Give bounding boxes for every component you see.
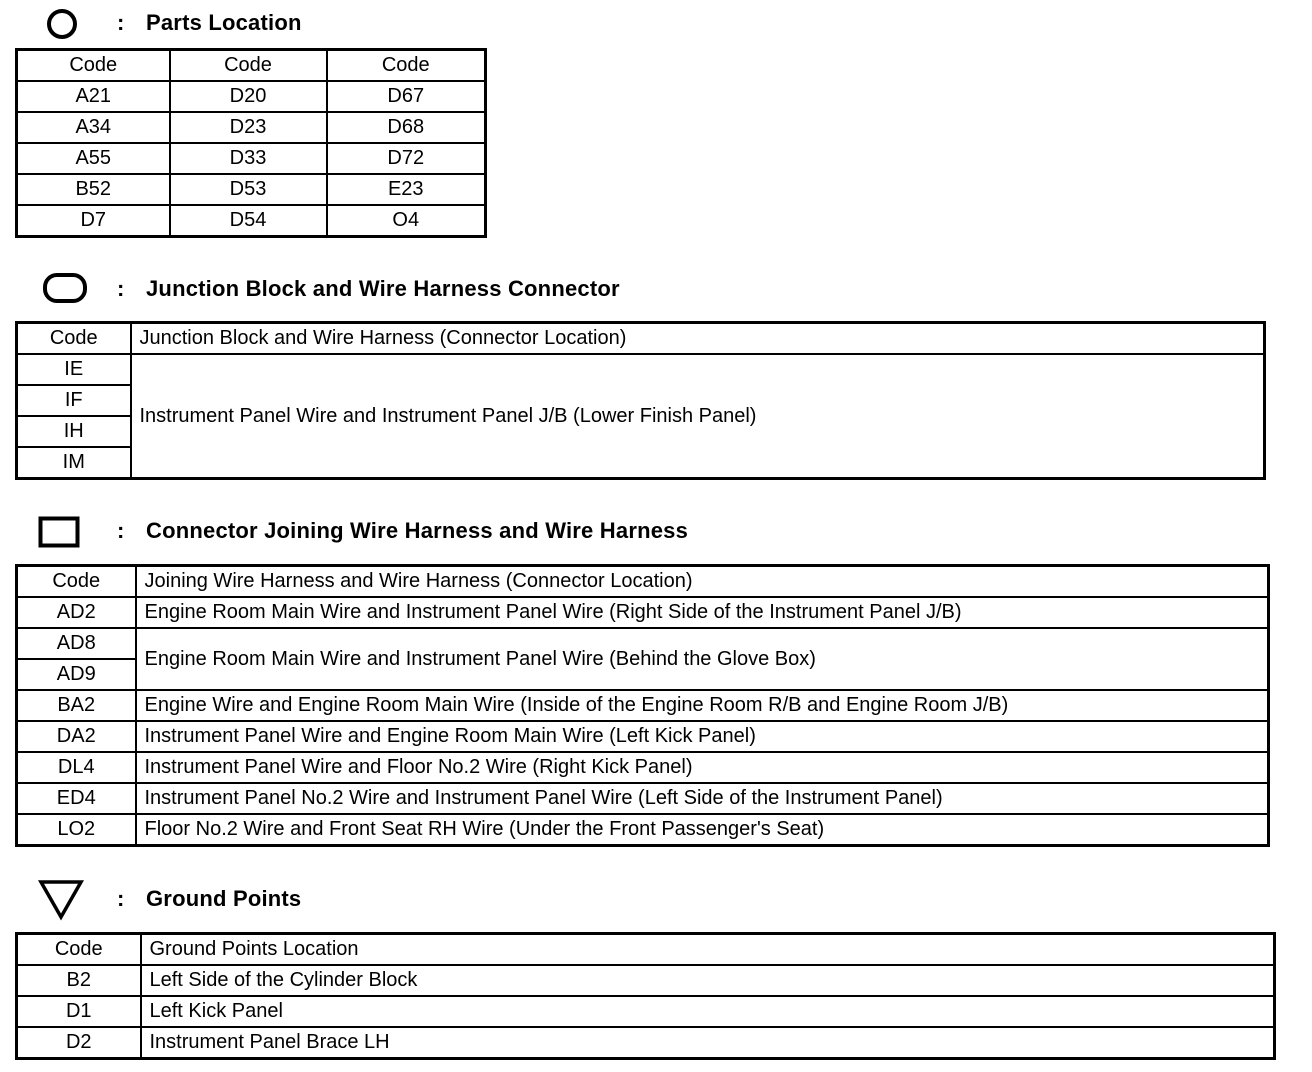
code-cell: BA2 (17, 690, 136, 721)
table-row (17, 597, 1269, 628)
code-cell: D33 (170, 143, 327, 174)
table-row (17, 628, 1269, 659)
column-header: Joining Wire Harness and Wire Harness (Connector Location) (136, 566, 1269, 598)
parts-location-title: Parts Location (146, 10, 302, 35)
table-row (17, 112, 486, 143)
junction-block-colon: : (117, 276, 125, 301)
code-cell: IH (17, 416, 131, 447)
column-header: Junction Block and Wire Harness (Connector Location) (131, 323, 1265, 355)
column-header: Code (17, 934, 141, 966)
column-header: Code (170, 50, 327, 82)
column-header: Code (17, 323, 131, 355)
table-row (17, 721, 1269, 752)
table-row (17, 1027, 1275, 1059)
table-row (17, 752, 1269, 783)
parts-location-table (15, 48, 487, 238)
location-cell: Engine Room Main Wire and Instrument Panel Wire (Right Side of the Instrument Panel J/B) (136, 597, 1269, 628)
location-cell: Engine Room Main Wire and Instrument Panel Wire (Behind the Glove Box) (136, 628, 1269, 690)
code-cell: D7 (17, 205, 170, 237)
location-cell: Left Kick Panel (141, 996, 1275, 1027)
location-cell: Instrument Panel Wire and Engine Room Main Wire (Left Kick Panel) (136, 721, 1269, 752)
table-row (17, 814, 1269, 846)
code-cell: O4 (327, 205, 486, 237)
code-cell: DL4 (17, 752, 136, 783)
table-header-row (17, 566, 1269, 598)
code-cell: AD2 (17, 597, 136, 628)
code-cell: IM (17, 447, 131, 479)
code-cell: B52 (17, 174, 170, 205)
table-row (17, 783, 1269, 814)
ground-points-colon: : (117, 886, 125, 911)
code-cell: E23 (327, 174, 486, 205)
table-row (17, 996, 1275, 1027)
triangle-down-icon (37, 878, 85, 922)
column-header: Code (327, 50, 486, 82)
joining-connector-colon: : (117, 518, 125, 543)
code-cell: AD8 (17, 628, 136, 659)
code-cell: A34 (17, 112, 170, 143)
joining-connector-table (15, 564, 1270, 847)
table-row (17, 143, 486, 174)
table-row (17, 690, 1269, 721)
junction-block-table (15, 321, 1266, 480)
code-cell: B2 (17, 965, 141, 996)
table-row (17, 965, 1275, 996)
ground-points-title: Ground Points (146, 886, 302, 911)
code-cell: DA2 (17, 721, 136, 752)
rounded-rectangle-icon (42, 272, 88, 304)
location-cell: Left Side of the Cylinder Block (141, 965, 1275, 996)
code-cell: IF (17, 385, 131, 416)
table-header-row (17, 50, 486, 82)
location-cell: Instrument Panel No.2 Wire and Instrument Panel Wire (Left Side of the Instrument Panel) (136, 783, 1269, 814)
location-cell: Engine Wire and Engine Room Main Wire (Inside of the Engine Room R/B and Engine Room J/B) (136, 690, 1269, 721)
column-header: Code (17, 566, 136, 598)
code-cell: A21 (17, 81, 170, 112)
code-cell: D67 (327, 81, 486, 112)
code-cell: LO2 (17, 814, 136, 846)
code-cell: IE (17, 354, 131, 385)
location-cell: Instrument Panel Brace LH (141, 1027, 1275, 1059)
square-icon (38, 516, 80, 548)
parts-location-colon: : (117, 10, 125, 35)
location-cell: Instrument Panel Wire and Instrument Panel J/B (Lower Finish Panel) (131, 354, 1265, 479)
joining-connector-title: Connector Joining Wire Harness and Wire Harness (146, 518, 689, 543)
code-cell: ED4 (17, 783, 136, 814)
location-cell: Instrument Panel Wire and Floor No.2 Wire (Right Kick Panel) (136, 752, 1269, 783)
circle-icon (45, 7, 79, 41)
ground-points-table (15, 932, 1276, 1060)
code-cell: D72 (327, 143, 486, 174)
code-cell: D2 (17, 1027, 141, 1059)
column-header: Code (17, 50, 170, 82)
location-cell: Floor No.2 Wire and Front Seat RH Wire (Under the Front Passenger's Seat) (136, 814, 1269, 846)
table-row (17, 205, 486, 237)
table-header-row (17, 323, 1265, 355)
junction-block-title: Junction Block and Wire Harness Connector (146, 276, 620, 301)
code-cell: D54 (170, 205, 327, 237)
code-cell: A55 (17, 143, 170, 174)
code-cell: D1 (17, 996, 141, 1027)
table-row (17, 81, 486, 112)
column-header: Ground Points Location (141, 934, 1275, 966)
code-cell: D53 (170, 174, 327, 205)
code-cell: D23 (170, 112, 327, 143)
table-header-row (17, 934, 1275, 966)
code-cell: AD9 (17, 659, 136, 690)
table-row (17, 174, 486, 205)
table-row (17, 354, 1265, 385)
code-cell: D20 (170, 81, 327, 112)
code-cell: D68 (327, 112, 486, 143)
